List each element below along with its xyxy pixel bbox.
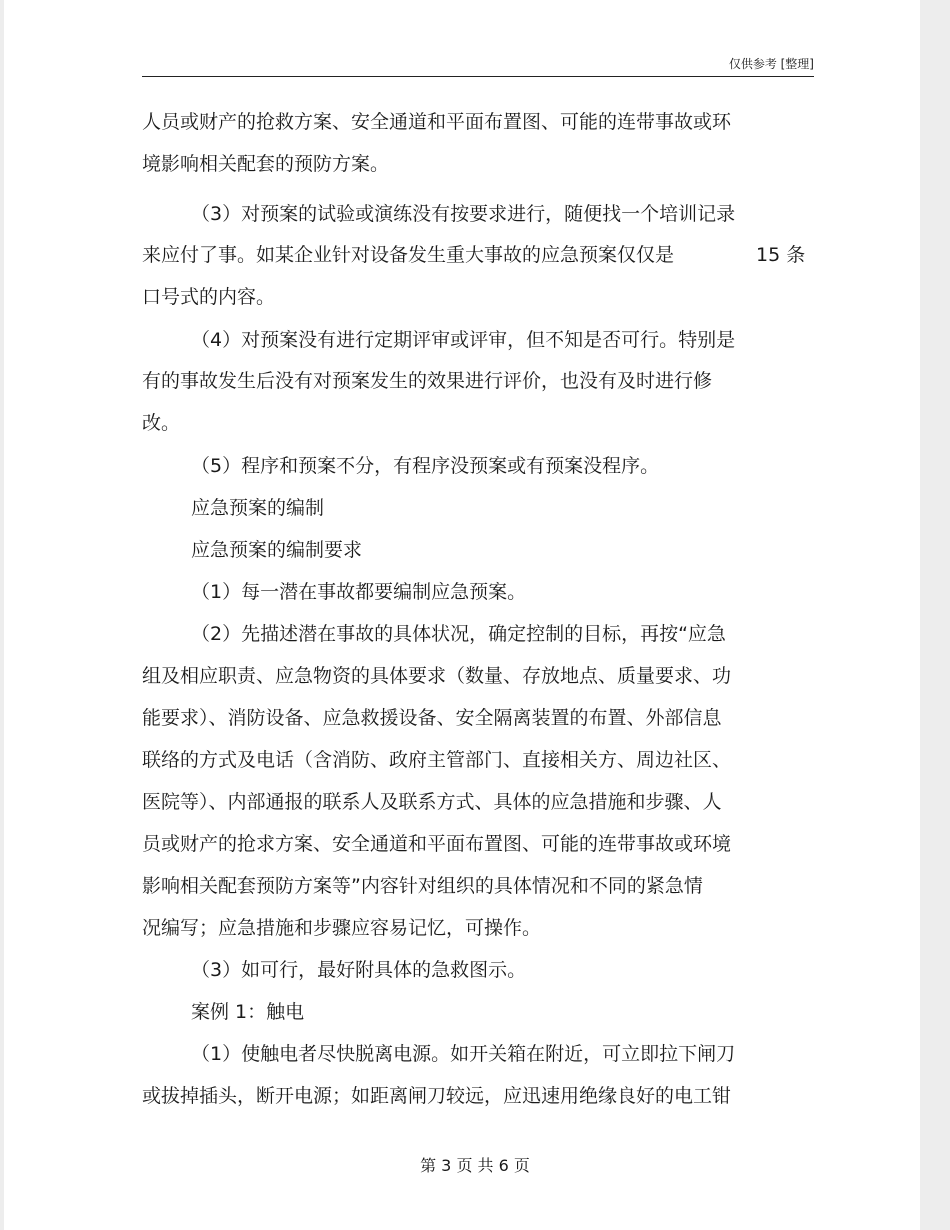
text-line bbox=[142, 243, 822, 267]
text-line: 联络的方式及电话（含消防、政府主管部门、直接相关方、周边社区、 bbox=[142, 749, 732, 771]
footer-suffix: 页 bbox=[513, 1156, 530, 1175]
text-line-body: 来应付了事。如某企业针对设备发生重大事故的应急预案仅仅是 bbox=[142, 244, 675, 266]
footer-total-pages: 6 bbox=[498, 1156, 509, 1175]
text-line: 能要求）、消防设备、应急救援设备、安全隔离装置的布置、外部信息 bbox=[142, 707, 722, 729]
text-line: 有的事故发生后没有对预案发生的效果进行评价，也没有及时进行修 bbox=[142, 370, 713, 392]
text-line-tail: 15 条 bbox=[756, 244, 806, 266]
text-line: 医院等）、内部通报的联系人及联系方式、具体的应急措施和步骤、人 bbox=[142, 791, 722, 813]
text-line: 境影响相关配套的预防方案。 bbox=[142, 153, 390, 175]
text-line: （1）使触电者尽快脱离电源。如开关箱在附近，可立即拉下闸刀 bbox=[191, 1043, 736, 1065]
document-page bbox=[4, 0, 920, 1230]
header-note: 仅供参考 [整理] bbox=[728, 57, 814, 71]
footer-middle: 页 共 bbox=[456, 1156, 494, 1175]
text-line: （1）每一潜在事故都要编制应急预案。 bbox=[191, 581, 527, 603]
footer-current-page: 3 bbox=[441, 1156, 452, 1175]
text-line: 人员或财产的抢救方案、安全通道和平面布置图、可能的连带事故或环 bbox=[142, 111, 732, 133]
text-line: （3）对预案的试验或演练没有按要求进行，随便找一个培训记录 bbox=[191, 203, 736, 225]
text-line: 员或财产的抢求方案、安全通道和平面布置图、可能的连带事故或环境 bbox=[142, 833, 732, 855]
page-footer bbox=[0, 1156, 950, 1176]
text-line: 况编写；应急措施和步骤应容易记忆，可操作。 bbox=[142, 917, 542, 939]
text-line: 口号式的内容。 bbox=[142, 286, 276, 308]
text-line: 改。 bbox=[142, 412, 181, 434]
section-subheading: 应急预案的编制要求 bbox=[191, 539, 363, 561]
page-header bbox=[142, 56, 814, 77]
text-line: （3）如可行，最好附具体的急救图示。 bbox=[191, 959, 527, 981]
text-line: （5）程序和预案不分，有程序没预案或有预案没程序。 bbox=[191, 455, 660, 477]
text-line: 或拔掉插头，断开电源；如距离闸刀较远，应迅速用绝缘良好的电工钳 bbox=[142, 1085, 732, 1107]
text-line: （4）对预案没有进行定期评审或评审，但不知是否可行。特别是 bbox=[191, 329, 736, 351]
footer-prefix: 第 bbox=[420, 1156, 437, 1175]
text-line: 影响相关配套预防方案等”内容针对组织的具体情况和不同的紧急情 bbox=[142, 875, 703, 897]
section-heading: 应急预案的编制 bbox=[191, 497, 325, 519]
case-heading: 案例 1：触电 bbox=[191, 1001, 305, 1023]
text-line: 组及相应职责、应急物资的具体要求（数量、存放地点、质量要求、功 bbox=[142, 665, 732, 687]
text-line: （2）先描述潜在事故的具体状况，确定控制的目标，再按“应急 bbox=[191, 623, 726, 645]
